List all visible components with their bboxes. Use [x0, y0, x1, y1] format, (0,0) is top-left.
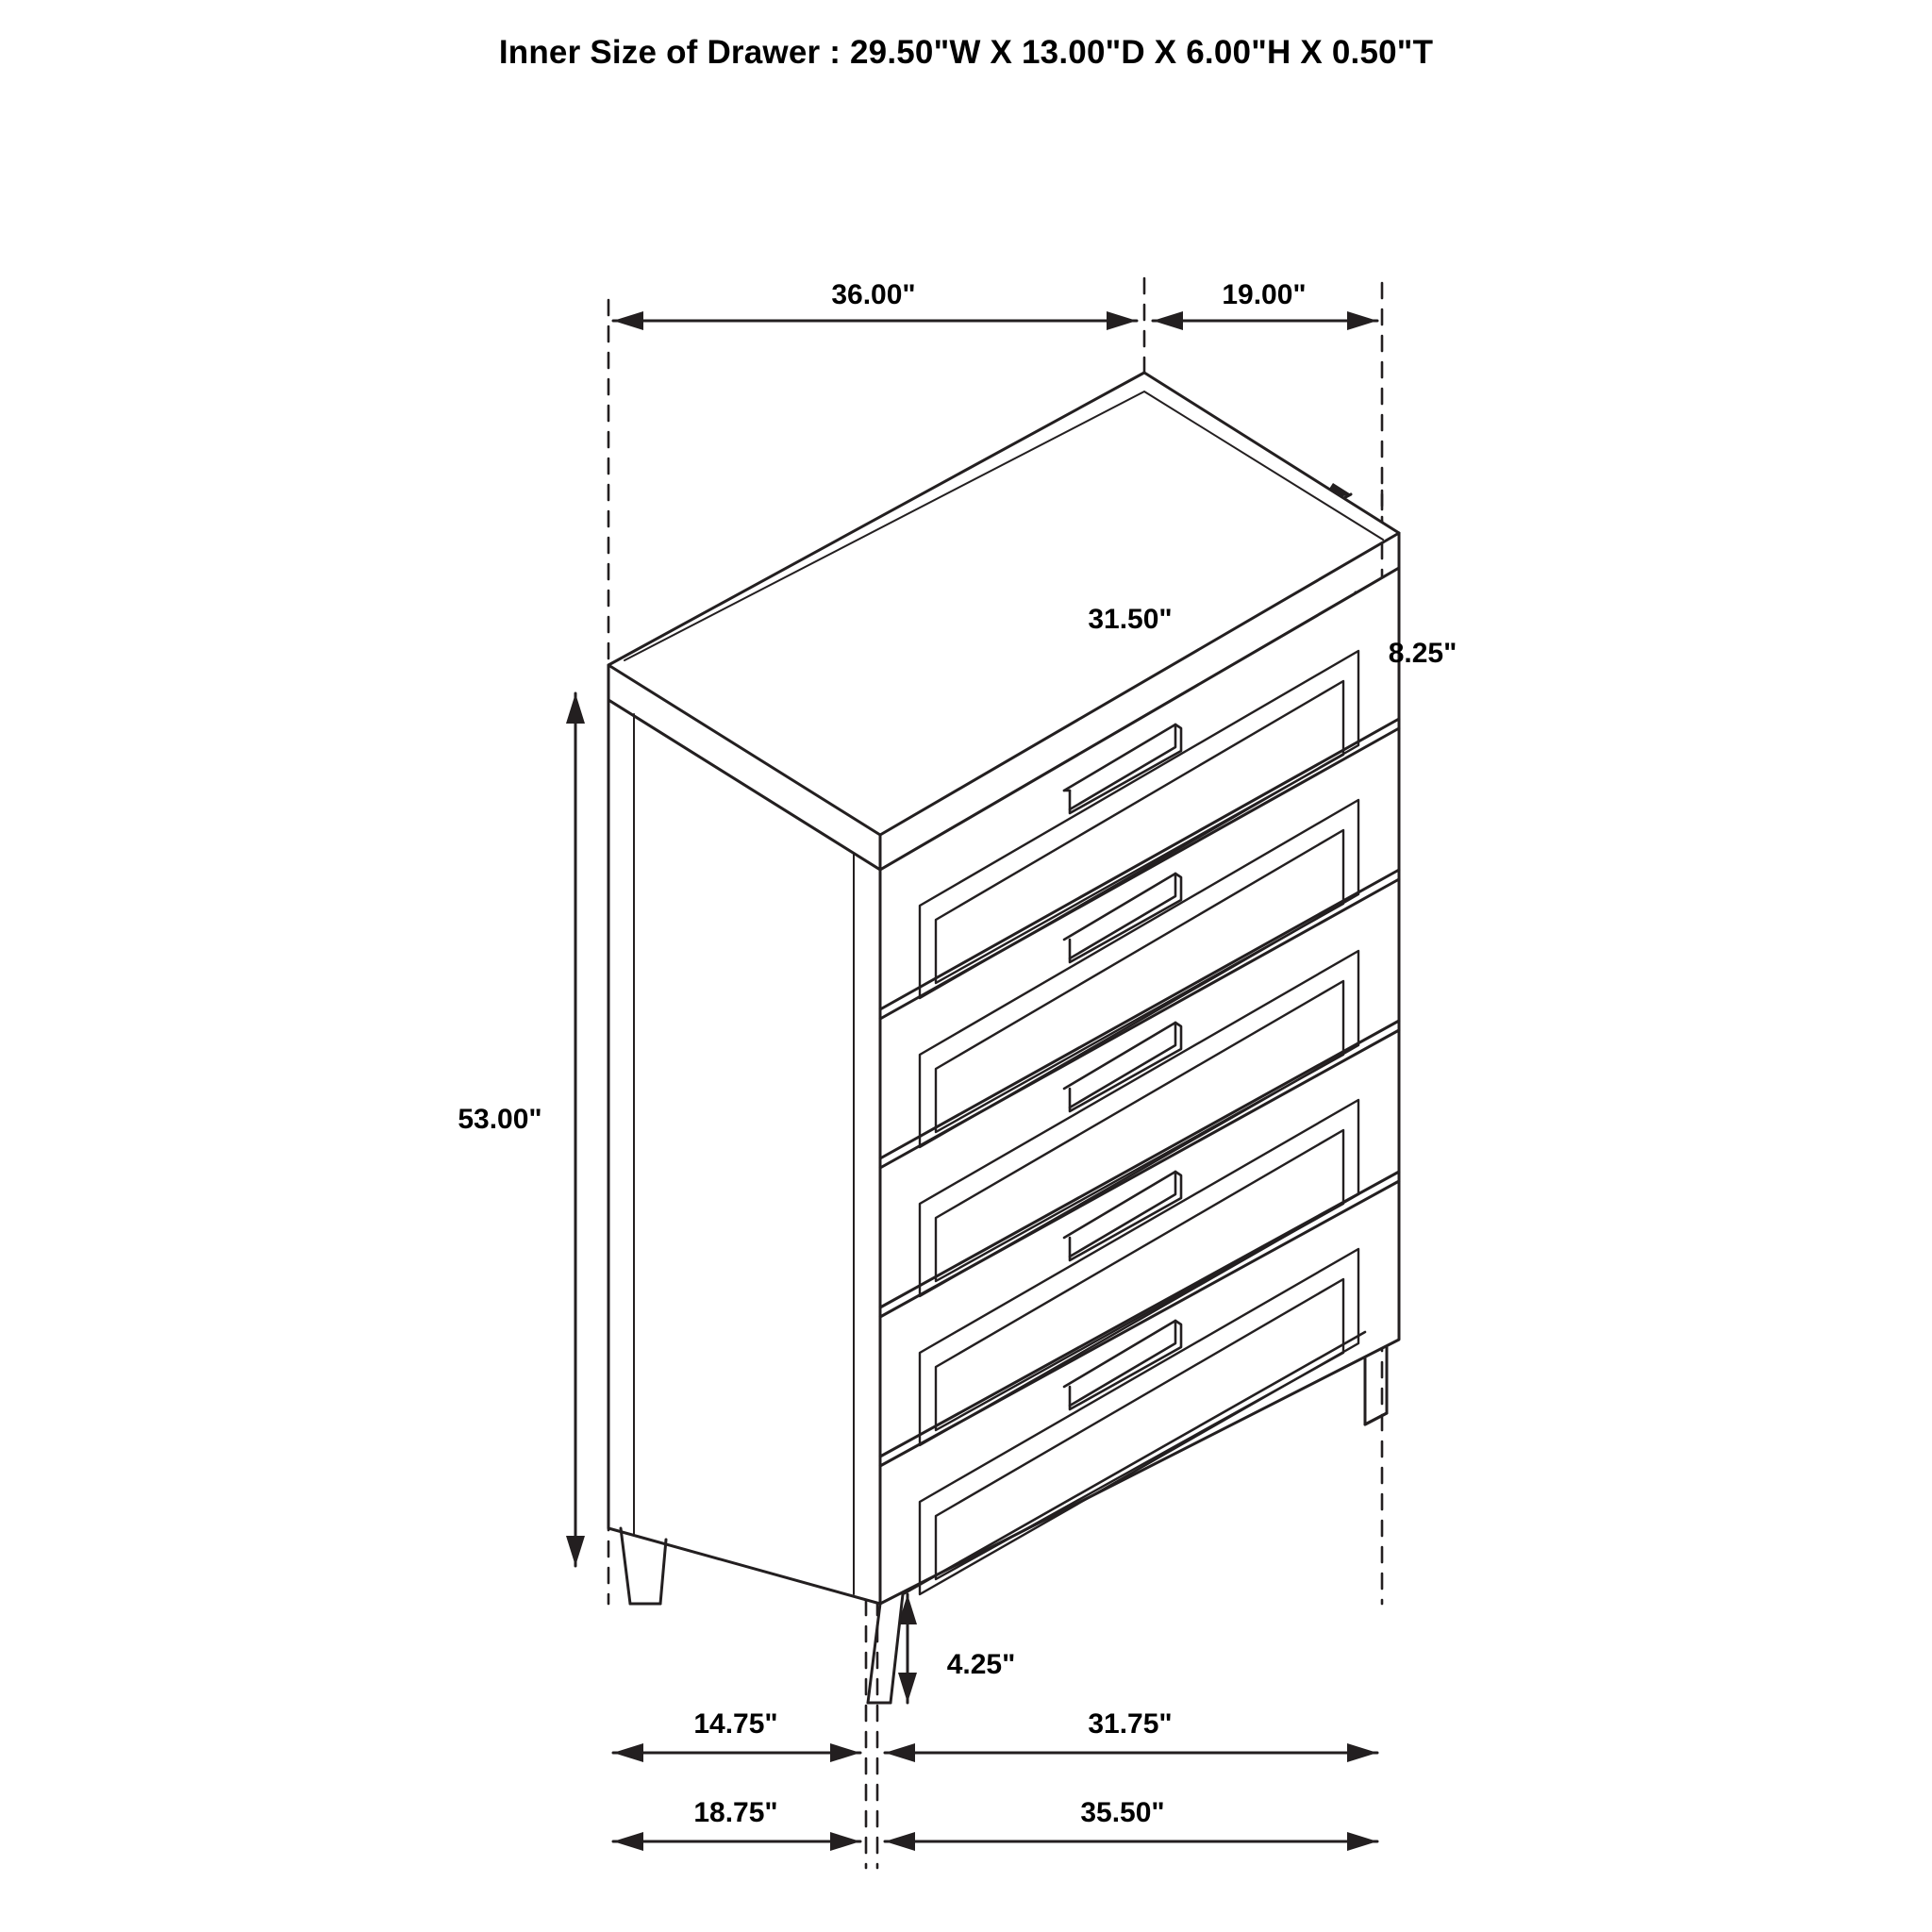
dimension-label-top-depth-side: 19.00": [1222, 279, 1307, 310]
dimension-label-side-base-depth: 14.75": [693, 1708, 778, 1740]
dimension-label-leg-height: 4.25": [946, 1649, 1016, 1680]
dimension-label-overall-height: 53.00": [458, 1104, 542, 1135]
dimension-label-top-drawer-height: 8.25": [1388, 638, 1457, 669]
page-title: Inner Size of Drawer : 29.50"W X 13.00"D X 6.00"H X 0.50"T: [498, 34, 1434, 71]
dimension-label-side-top-depth: 18.75": [693, 1797, 778, 1828]
dimension-label-front-base-width: 31.75": [1088, 1708, 1173, 1740]
dimension-label-top-width-front: 36.00": [831, 279, 916, 310]
dimension-label-drawer-front-width: 31.50": [1088, 604, 1173, 635]
dimension-label-front-top-width: 35.50": [1080, 1797, 1165, 1828]
